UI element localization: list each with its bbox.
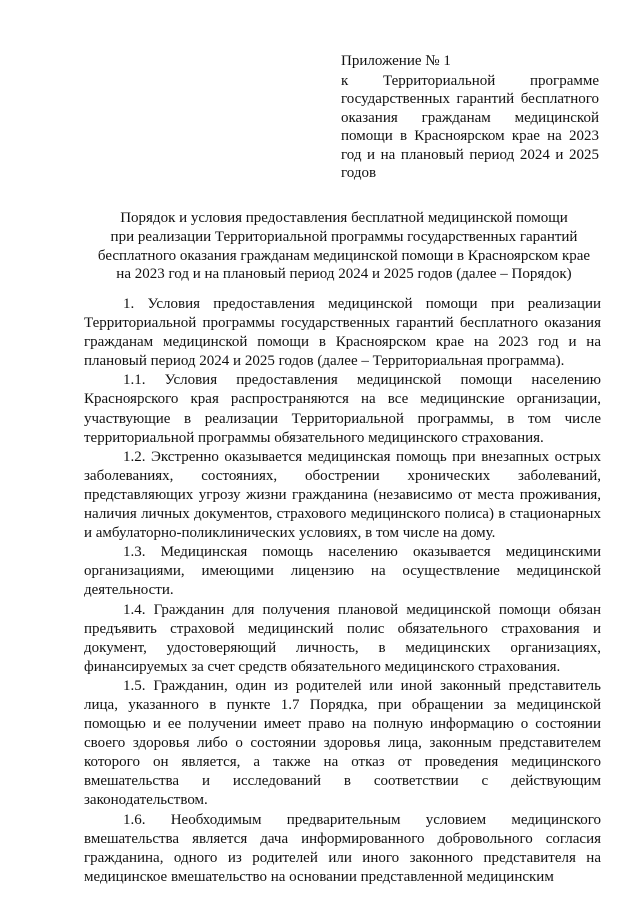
annex-text: к Территориальной программе государственных гарантий бесплатного оказания гражданам медицинской помощи в Красноярском крае на 2023 год и на плановый период 2024 и 2025 годов [341, 72, 599, 181]
paragraph-1-2: 1.2. Экстренно оказывается медицинская помощь при внезапных острых заболеваниях, состояниях, обострении хронических заболеваний, представляющих угрозу жизни гражданина (независимо от места проживания, наличия личных документов, страхового медицинского полиса) в стационарных и амбулаторно-поликлинических условиях, в том числе на дому. [84, 448, 601, 542]
paragraph-1-4: 1.4. Гражданин для получения плановой медицинской помощи обязан предъявить страховой медицинский полис обязательного страхования и документ, удостоверяющий личность, в медицинских организациях, финансируемых за счет средств обязательного медицинского страхования. [84, 601, 601, 675]
annex-header [341, 52, 599, 183]
title-line: Порядок и условия предоставления бесплатной медицинской помощи [120, 210, 568, 226]
paragraph-1-6: 1.6. Необходимым предварительным условием медицинского вмешательства является дача информированного добровольного согласия гражданина, одного из родителей или иного законного представителя на медицинское вмешательство на основании представленной медицинским [84, 811, 601, 885]
paragraph-1-3: 1.3. Медицинская помощь населению оказывается медицинскими организациями, имеющими лицензию на осуществление медицинской деятельности. [84, 544, 601, 599]
paragraph-1-1: 1.1. Условия предоставления медицинской помощи населению Красноярского края распространяются на все медицинские организации, участвующие в реализации Территориальной программы, в том числе территориальной программы обязательного медицинского страхования. [84, 372, 601, 446]
document-title [84, 209, 604, 284]
paragraph-1-5: 1.5. Гражданин, один из родителей или иной законный представитель лица, указанного в пункте 1.7 Порядка, при обращении за медицинской помощью и ее получении имеет право на полную информацию о состоянии своего здоровья либо о состоянии здоровья лица, законным представителем которого он является, а также на отказ от проведения медицинского вмешательства и исследований в соответствии с действующим законодательством. [84, 677, 601, 809]
annex-title: Приложение № 1 [341, 53, 451, 69]
title-line: на 2023 год и на плановый период 2024 и 2025 годов (далее – Порядок) [116, 266, 572, 283]
document-body [84, 295, 601, 887]
title-line: при реализации Территориальной программы государственных гарантий [110, 228, 578, 245]
title-line: бесплатного оказания гражданам медицинской помощи в Красноярском крае [97, 247, 591, 264]
paragraph-1: 1. Условия предоставления медицинской помощи при реализации Территориальной программы государственных гарантий бесплатного оказания гражданам медицинской помощи в Красноярском крае на 2023 год и на плановый период 2024 и 2025 годов (далее – Территориальная программа). [84, 296, 601, 370]
